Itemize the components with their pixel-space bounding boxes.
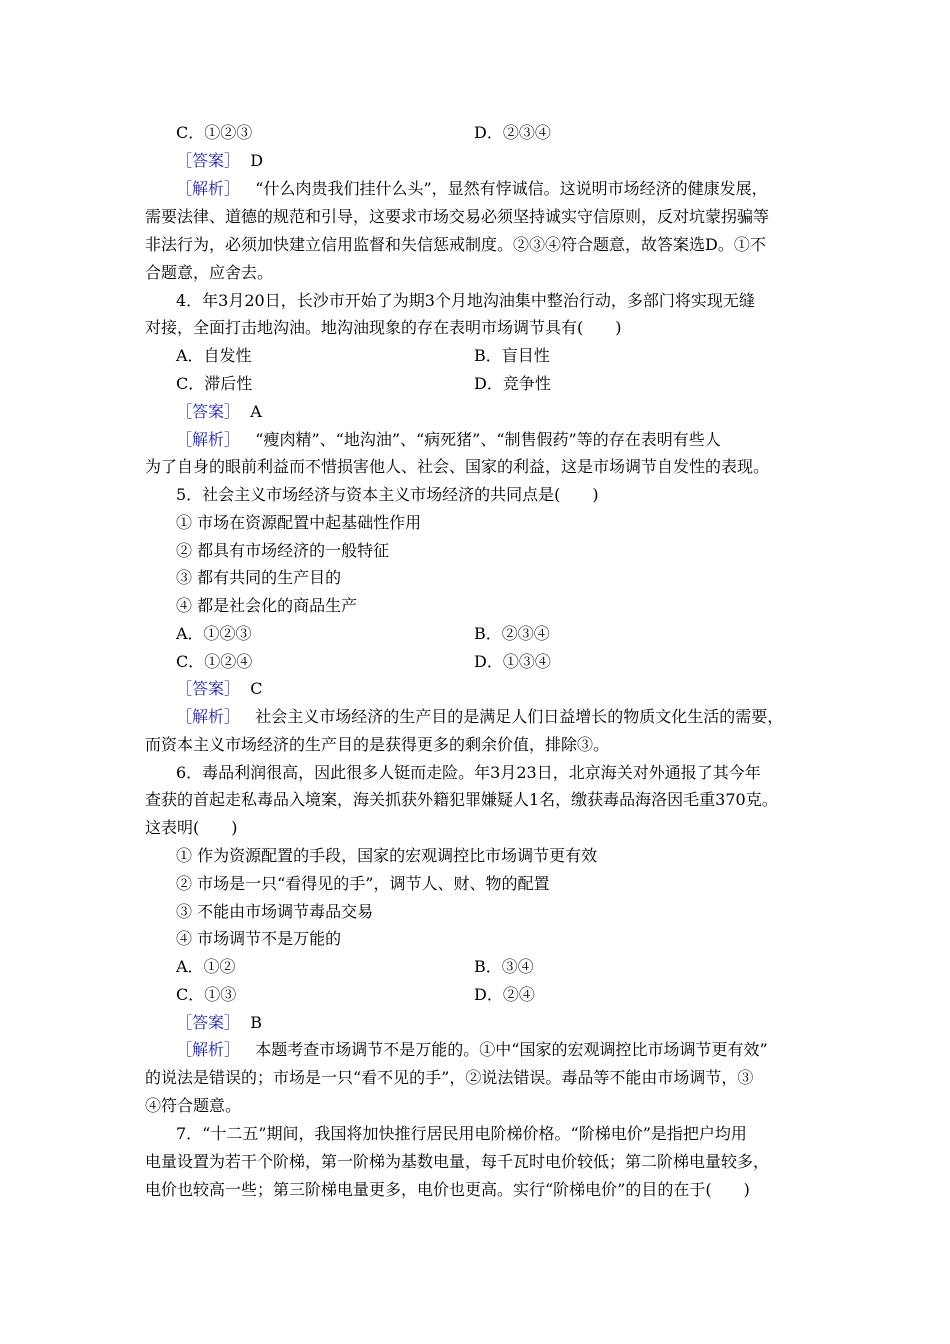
analysis-tag: ［解析］: [176, 430, 241, 449]
q5-analysis-line-1: [176, 707, 783, 727]
q6-answer: [176, 1013, 262, 1033]
q6-item-3: ③ 不能由市场调节毒品交易: [176, 902, 374, 921]
analysis-tag: ［解析］: [176, 707, 241, 726]
q3-options-row: [176, 123, 551, 143]
q5-item-2: ② 都具有市场经济的一般特征: [176, 541, 390, 560]
q7-stem-line-3: 电价也较高一些；第三阶梯电量更多，电价也更高。实行“阶梯电价”的目的在于( ): [145, 1180, 750, 1199]
q6-stem-line-1: 6．毒品利润很高，因此很多人铤而走险。年3月23日，北京海关对外通报了其今年: [176, 763, 761, 782]
q3-answer: [176, 151, 263, 171]
q6-analysis-line-3: ④符合题意。: [145, 1096, 242, 1115]
q6-item-1: ① 作为资源配置的手段，国家的宏观调控比市场调节更有效: [176, 846, 598, 865]
answer-value: A: [250, 402, 262, 421]
q5-item-1: ① 市场在资源配置中起基础性作用: [176, 513, 422, 532]
q6-option-a: A．①②: [176, 957, 236, 976]
q3-option-d: D．②③④: [474, 123, 551, 142]
q5-option-d: D．①③④: [474, 652, 551, 671]
q5-stem: 5．社会主义市场经济与资本主义市场经济的共同点是( ): [176, 485, 599, 504]
q7-stem-line-2: 电量设置为若干个阶梯，第一阶梯为基数电量，每千瓦时电价较低；第二阶梯电量较多，: [145, 1152, 770, 1171]
analysis-text: 社会主义市场经济的生产目的是满足人们日益增长的物质文化生活的需要，: [255, 707, 784, 726]
q4-analysis-line-1: [176, 430, 721, 450]
q5-analysis-line-2: 而资本主义市场经济的生产目的是获得更多的剩余价值，排除③。: [145, 735, 610, 754]
q5-option-a: A．①②③: [176, 624, 252, 643]
q6-stem-line-2: 查获的首起走私毒品入境案，海关抓获外籍犯罪嫌疑人1名，缴获毒品海洛因毛重370克。: [145, 790, 778, 809]
q4-options-row-2: [176, 374, 551, 394]
q3-analysis-line-1: [176, 179, 768, 199]
q6-option-b: B．③④: [474, 957, 534, 976]
answer-tag: ［答案］: [176, 679, 241, 698]
q6-options-row-2: [176, 985, 535, 1005]
q5-item-3: ③ 都有共同的生产目的: [176, 568, 342, 587]
q3-option-c: C．①②③: [176, 123, 253, 142]
q6-options-row-1: [176, 957, 534, 977]
q4-option-b: B．盲目性: [474, 346, 550, 365]
q3-analysis-line-2: 需要法律、道德的规范和引导，这要求市场交易必须坚持诚实守信原则，反对坑蒙拐骗等: [145, 207, 770, 226]
q4-stem-line-2: 对接，全面打击地沟油。地沟油现象的存在表明市场调节具有( ): [145, 318, 622, 337]
q5-option-b: B．②③④: [474, 624, 550, 643]
q6-analysis-line-1: [176, 1040, 768, 1060]
q7-stem-line-1: 7．“十二五”期间，我国将加快推行居民用电阶梯价格。“阶梯电价”是指把户均用: [176, 1124, 747, 1143]
q3-analysis-line-4: 合题意，应舍去。: [145, 263, 274, 282]
q4-option-a: A．自发性: [176, 346, 252, 365]
answer-value: C: [250, 679, 263, 698]
answer-tag: ［答案］: [176, 402, 241, 421]
answer-tag: ［答案］: [176, 1013, 241, 1032]
q5-item-4: ④ 都是社会化的商品生产: [176, 596, 358, 615]
analysis-tag: ［解析］: [176, 1040, 241, 1059]
q4-option-d: D．竞争性: [474, 374, 551, 393]
answer-value: D: [250, 151, 264, 170]
q6-option-d: D．②④: [474, 985, 535, 1004]
q4-analysis-line-2: 为了自身的眼前利益而不惜损害他人、社会、国家的利益，这是市场调节自发性的表现。: [145, 457, 770, 476]
q5-option-c: C．①②④: [176, 652, 253, 671]
q5-options-row-1: [176, 624, 550, 644]
q4-option-c: C．滞后性: [176, 374, 253, 393]
q4-options-row-1: [176, 346, 550, 366]
q6-stem-line-3: 这表明( ): [145, 818, 238, 837]
q6-option-c: C．①③: [176, 985, 237, 1004]
q5-answer: [176, 679, 262, 699]
analysis-text: “什么肉贵我们挂什么头”，显然有悖诚信。这说明市场经济的健康发展，: [255, 179, 768, 198]
q3-analysis-line-3: 非法行为，必须加快建立信用监督和失信惩戒制度。②③④符合题意，故答案选D。①不: [145, 235, 766, 254]
analysis-tag: ［解析］: [176, 179, 241, 198]
answer-value: B: [250, 1013, 262, 1032]
answer-tag: ［答案］: [176, 151, 241, 170]
q6-analysis-line-2: 的说法是错误的；市场是一只“看不见的手”，②说法错误。毒品等不能由市场调节，③: [145, 1068, 754, 1087]
q5-options-row-2: [176, 652, 551, 672]
analysis-text: “瘦肉精”、“地沟油”、“病死猪”、“制售假药”等的存在表明有些人: [255, 430, 721, 449]
q4-stem-line-1: 4．年3月20日，长沙市开始了为期3个月地沟油集中整治行动，多部门将实现无缝: [176, 291, 755, 310]
analysis-text: 本题考查市场调节不是万能的。①中“国家的宏观调控比市场调节更有效”: [255, 1040, 768, 1059]
q4-answer: [176, 402, 262, 422]
q6-item-2: ② 市场是一只“看得见的手”，调节人、财、物的配置: [176, 874, 550, 893]
q6-item-4: ④ 市场调节不是万能的: [176, 929, 342, 948]
